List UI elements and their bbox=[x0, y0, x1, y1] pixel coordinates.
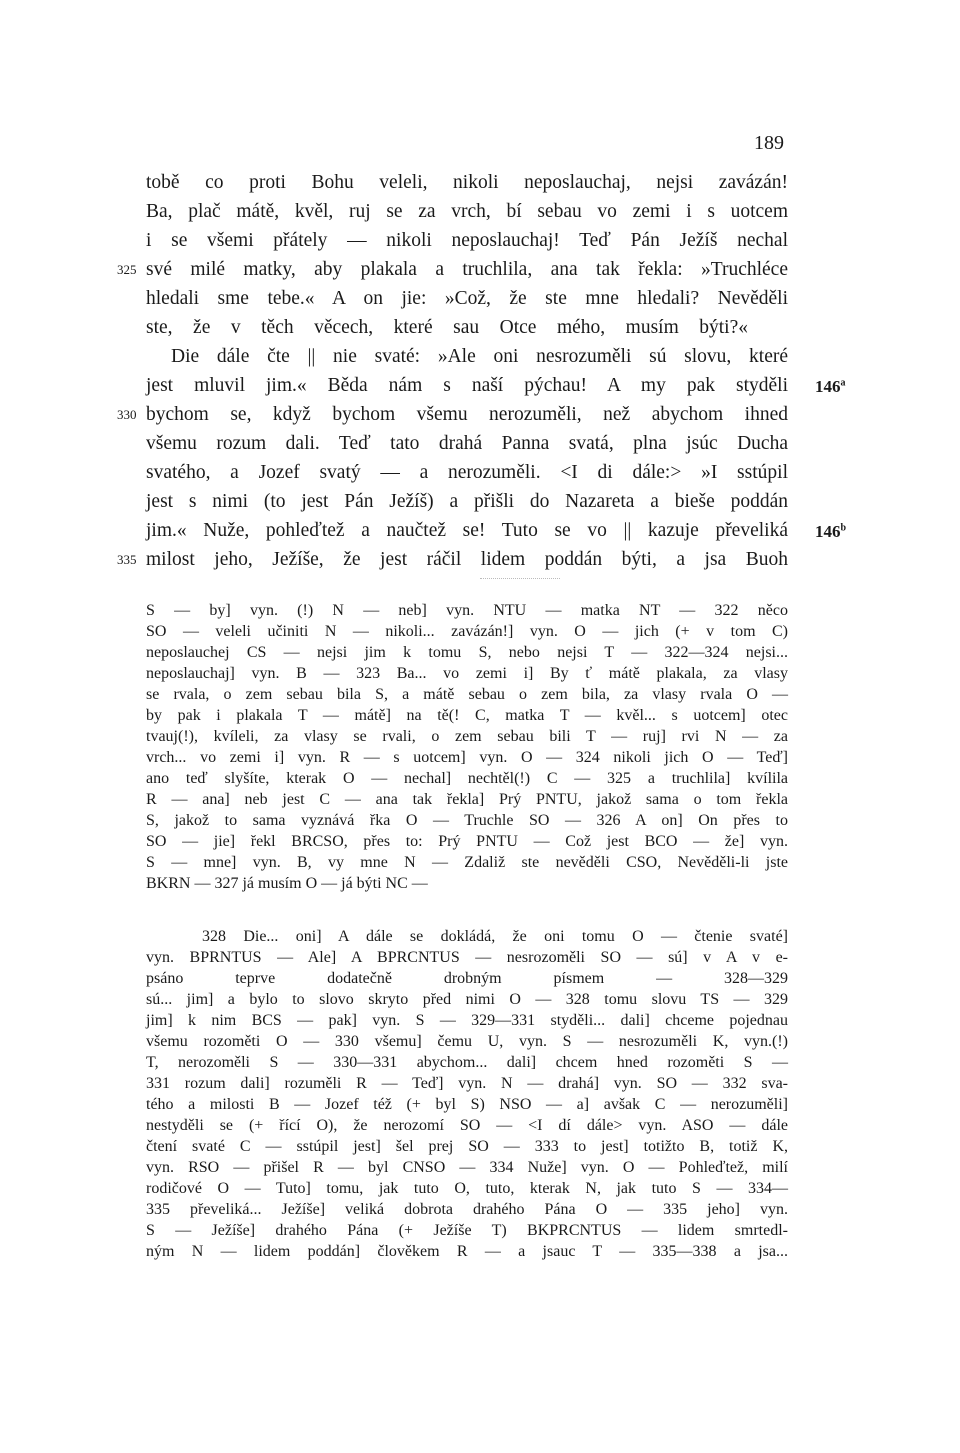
note-line: neposlauchej CS — nejsi jim k tomu S, nebo nejsi T — 322—324 nejsi... bbox=[146, 644, 788, 661]
note-line: BKRN — 327 já musím O — já býti NC — bbox=[146, 875, 428, 892]
note-line: S — Ježíše] drahého Pána (+ Ježíše T) BKPRCNTUS — lidem smrtedl- bbox=[146, 1222, 788, 1239]
text-line: Die dále čte || nie svaté: »Ale oni nesrozuměli sú slovu, které bbox=[171, 346, 788, 367]
note-line: S — by] vyn. (!) N — neb] vyn. NTU — matka NT — 322 něco bbox=[146, 602, 788, 619]
page-number: 189 bbox=[754, 132, 784, 154]
note-line: všemu rozoměti O — 330 všemu] čemu U, vyn. S — nesrozuměli K, vyn.(!) bbox=[146, 1033, 788, 1050]
note-line: SO — veleli učiniti N — nikoli... zavázán!] vyn. O — jich (+ v tom C) bbox=[146, 623, 788, 640]
note-line: se rvala, o zem sebau bila S, a mátě sebau o zem bila, za vlasy rvala O — bbox=[146, 686, 788, 703]
text-line: jest s nimi (to jest Pán Ježíš) a přišli do Nazareta a bieše poddán bbox=[146, 491, 788, 512]
note-line: 335 převeliká... Ježíše] veliká dobrota drahého Pána O — 335 jeho] vyn. bbox=[146, 1201, 788, 1218]
note-line: tvauj(!), kvíleli, za vlasy se rvali, o zem sebau bili T — ruj] rvi N — za bbox=[146, 728, 788, 745]
note-line: S — mne] vyn. B, vy mne N — Zdaliž ste nevěděli CSO, Nevěděli-li jste bbox=[146, 854, 788, 871]
note-line: neposlauchaj] vyn. B — 323 Ba... vo zemi i] By ť mátě plakala, za vlasy bbox=[146, 665, 788, 682]
note-line: SO — jie] řekl BRCSO, přes to: Prý PNTU — Což jest BCO — že] vyn. bbox=[146, 833, 788, 850]
note-line: vrch... vo zemi i] vyn. R — s uotcem] vyn. O — 324 nikoli jich O — Teď] bbox=[146, 749, 788, 766]
note-line: jim] k nim BCS — pak] vyn. S — 329—331 styděli... dali] chceme pojednau bbox=[146, 1012, 788, 1029]
margin-ref-letter: b bbox=[840, 522, 847, 534]
margin-ref-number: 146 bbox=[815, 522, 841, 541]
text-line: svatého, a Jozef svatý — a nerozuměli. <I di dále:> »I sstúpil bbox=[146, 462, 788, 483]
text-line: bychom se, když bychom všemu nerozuměli, než abychom ihned bbox=[146, 404, 788, 425]
note-line: vyn. BPRNTUS — Ale] A BPRCNTUS — nesrozoměli SO — sú] v A v e- bbox=[146, 949, 788, 966]
divider bbox=[480, 578, 560, 579]
note-line: S, jakož to sama vyznává řka O — Truchle SO — 326 A on] On přes to bbox=[146, 812, 788, 829]
note-line: psáno teprve dodatečně drobným písmem — 328—329 bbox=[146, 970, 788, 987]
line-number: 330 bbox=[117, 407, 137, 422]
note-line: sú... jim] a bylo to slovo skryto před nimi O — 328 tomu slovu TS — 329 bbox=[146, 991, 788, 1008]
margin-ref bbox=[815, 377, 846, 397]
margin-ref bbox=[815, 522, 846, 542]
note-line: vyn. RSO — přišel R — byl CNSO — 334 Nuže] vyn. O — Pohleďtež, milí bbox=[146, 1159, 788, 1176]
note-line: čtení svaté C — sstúpil jest] šel prej SO — 333 to jest] totižto B, totiž K, bbox=[146, 1138, 788, 1155]
text-line: jim.« Nuže, pohleďtež a naučtež se! Tuto se vo || kazuje převeliká bbox=[146, 520, 788, 541]
margin-ref-number: 146 bbox=[815, 377, 841, 396]
note-line: tého a milosti B — Jozef též (+ byl S) NSO — a] avšak C — nerozuměli] bbox=[146, 1096, 788, 1113]
text-line: tobě co proti Bohu veleli, nikoli neposlauchaj, nejsi zavázán! bbox=[146, 172, 788, 193]
note-line: nestyděli se (+ řící O), že nerozomí SO — <I dí dále> vyn. ASO — dále bbox=[146, 1117, 788, 1134]
note-line: ným N — lidem poddán] člověkem R — a jsauc T — 335—338 a jsa... bbox=[146, 1243, 788, 1260]
note-line: 328 Die... oni] A dále se dokládá, že oni tomu O — čtenie svaté] bbox=[202, 928, 788, 945]
note-line: by pak i plakala T — mátě] na tě(! C, matka T — kvěl... s uotcem] otec bbox=[146, 707, 788, 724]
text-line: hledali sme tebe.« A on jie: »Což, že ste mne hledali? Nevěděli bbox=[146, 288, 788, 309]
text-line: své milé matky, aby plakala a truchlila, ana tak řekla: »Truchléce bbox=[146, 259, 788, 280]
line-number: 325 bbox=[117, 262, 137, 277]
note-line: T, nerozoměli S — 330—331 abychom... dali] chcem hned rozoměti S — bbox=[146, 1054, 788, 1071]
text-line: jest mluvil jim.« Běda nám s naší pýchau! A my pak styděli bbox=[146, 375, 788, 396]
note-line: rodičové O — Tuto] tomu, jak tuto O, tuto, kterak N, jak tuto S — 334— bbox=[146, 1180, 788, 1197]
note-line: R — ana] neb jest C — ana tak řekla] Prý PNTU, jakož sama o tom řekla bbox=[146, 791, 788, 808]
note-line: ano teď slyšíte, kterak O — nechal] nechtěl(!) C — 325 a truchlila] kvílila bbox=[146, 770, 788, 787]
text-line: i se všemi přátely — nikoli neposlauchaj! Teď Pán Ježíš nechal bbox=[146, 230, 788, 251]
text-line: Ba, plač mátě, kvěl, ruj se za vrch, bí sebau vo zemi i s uotcem bbox=[146, 201, 788, 222]
note-line: 331 rozum dali] rozuměli R — Teď] vyn. N — drahá] vyn. SO — 332 sva- bbox=[146, 1075, 788, 1092]
margin-ref-letter: a bbox=[840, 377, 846, 389]
text-line: všemu rozum dali. Teď tato drahá Panna svatá, plna jsúc Ducha bbox=[146, 433, 788, 454]
text-line: milost jeho, Ježíše, že jest ráčil lidem poddán býti, a jsa Buoh bbox=[146, 549, 788, 570]
text-line: ste, že v těch věcech, které sau Otce mého, musím býti?« bbox=[146, 317, 748, 338]
line-number: 335 bbox=[117, 552, 137, 567]
